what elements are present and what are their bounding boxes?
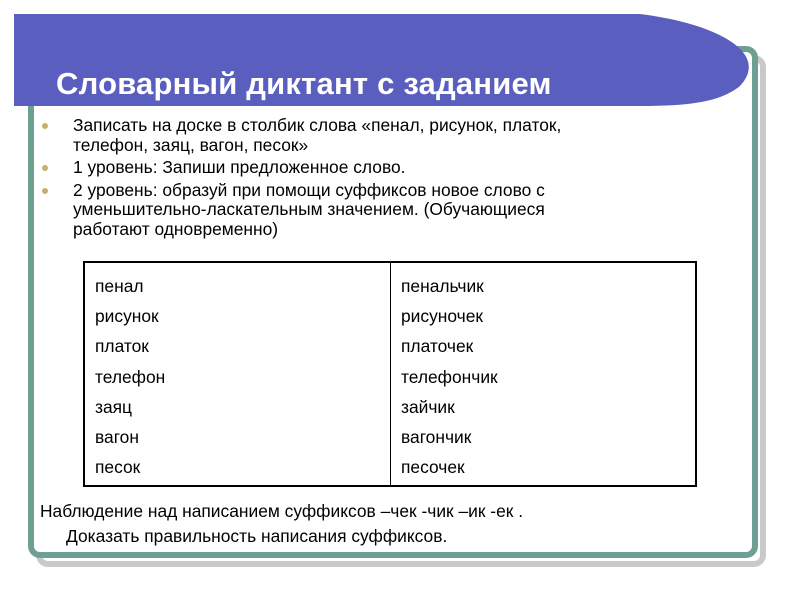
bullet-line: работают одновременно) — [73, 218, 279, 239]
list-item — [40, 181, 740, 240]
page-title: Словарный диктант с заданием — [56, 66, 552, 101]
table-cell: телефончик — [401, 366, 498, 387]
bullet-line: Записать на доске в столбик слова «пенал, рисунок, платок, — [73, 115, 562, 135]
table-cell: песочек — [401, 457, 465, 478]
table-cell: платочек — [401, 336, 474, 357]
task-list — [40, 116, 740, 239]
table-cell: рисуночек — [401, 306, 484, 327]
bullet-icon — [42, 123, 48, 129]
table-cell: телефон — [95, 366, 166, 387]
bullet-icon — [42, 188, 48, 194]
table-cell: вагон — [95, 426, 139, 447]
slide-content — [40, 115, 740, 546]
table-cell: песок — [95, 457, 141, 478]
observation-note: Наблюдение над написанием суффиксов –чек -чик –ик -ек . — [40, 501, 524, 521]
bullet-line: телефон, заяц, вагон, песок» — [73, 134, 309, 155]
table-column-diminutive-words — [390, 263, 695, 485]
bullet-line: уменьшительно-ласкательным значением. (Обучающиеся — [73, 199, 545, 219]
table-cell: рисунок — [95, 306, 159, 327]
list-item — [40, 158, 740, 178]
proof-note: Доказать правильность написания суффиксов. — [66, 526, 448, 546]
table-cell: платок — [95, 336, 149, 357]
words-table — [83, 261, 697, 487]
table-cell: вагончик — [401, 426, 472, 447]
list-item — [40, 116, 740, 155]
bullet-line: 1 уровень: Запиши предложенное слово. — [73, 157, 406, 177]
table-cell: заяц — [95, 396, 133, 417]
table-cell: зайчик — [401, 396, 455, 417]
bullet-icon — [42, 165, 48, 171]
table-cell: пенал — [95, 276, 144, 296]
table-column-base-words — [85, 263, 390, 485]
bullet-line: 2 уровень: образуй при помощи суффиксов новое слово с — [73, 179, 545, 200]
table-cell: пенальчик — [401, 276, 484, 296]
